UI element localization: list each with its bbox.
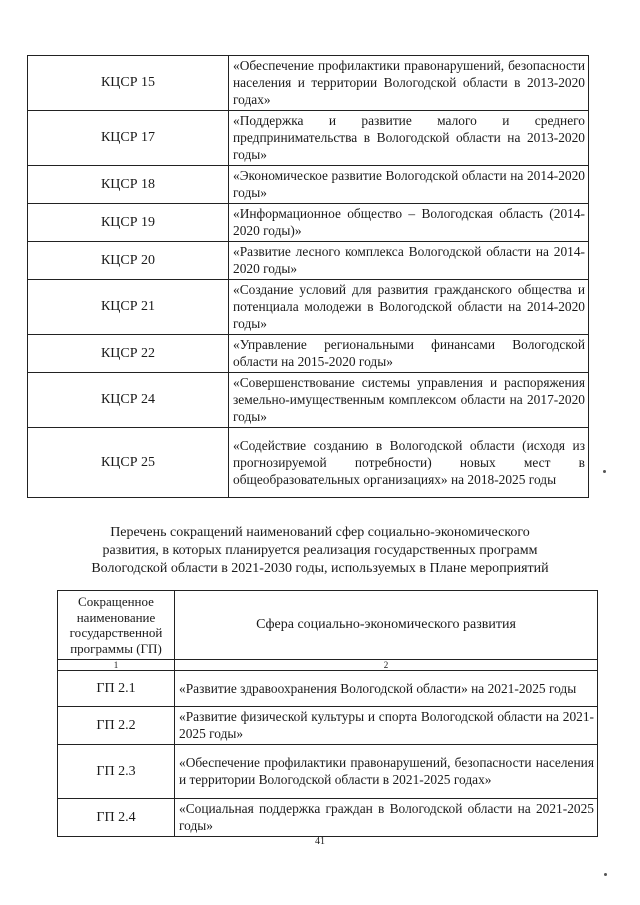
- program-code: КЦСР 17: [28, 111, 229, 166]
- program-description: «Содействие созданию в Вологодской области (исходя из прогнозируемой потребности) новых мест в общеобразовательных организациях» на 2018-2025 годы: [229, 428, 589, 498]
- table-row: [58, 799, 598, 837]
- column-header-sphere: Сфера социально-экономического развития: [175, 591, 598, 660]
- program-code: КЦСР 22: [28, 335, 229, 373]
- column-header-abbreviation: Сокращенное наименование государственной программы (ГП): [58, 591, 175, 660]
- program-description: «Обеспечение профилактики правонарушений, безопасности населения и территории Вологодской области в 2013-2020 годах»: [229, 56, 589, 111]
- program-code: КЦСР 20: [28, 242, 229, 280]
- program-description: «Управление региональными финансами Вологодской области на 2015-2020 годы»: [229, 335, 589, 373]
- heading-line: Перечень сокращений наименований сфер социально-экономического: [110, 525, 530, 540]
- program-description: «Создание условий для развития гражданского общества и потенциала молодежи в Вологодской области на 2014-2020 годы»: [229, 280, 589, 335]
- page-number: 41: [315, 836, 325, 847]
- table-row: [28, 280, 589, 335]
- table-row: [58, 707, 598, 745]
- program-code: КЦСР 19: [28, 204, 229, 242]
- program-code: ГП 2.4: [58, 799, 175, 837]
- program-description: «Развитие лесного комплекса Вологодской области на 2014-2020 годы»: [229, 242, 589, 280]
- table-row: [28, 428, 589, 498]
- heading-line: развития, в которых планируется реализация государственных программ: [102, 543, 538, 558]
- scan-artifact: [604, 873, 607, 876]
- column-number: 1: [58, 660, 175, 671]
- program-code: КЦСР 18: [28, 166, 229, 204]
- table-row: [58, 671, 598, 707]
- program-code: КЦСР 24: [28, 373, 229, 428]
- table-row: [28, 166, 589, 204]
- column-number: 2: [175, 660, 598, 671]
- scan-artifact: [603, 470, 606, 473]
- column-number-row: [58, 660, 598, 671]
- table-row: [28, 335, 589, 373]
- state-programs-table: [57, 590, 598, 837]
- program-code: ГП 2.2: [58, 707, 175, 745]
- table-row: [58, 745, 598, 799]
- program-description: «Совершенствование системы управления и распоряжения земельно-имущественным комплексом области на 2017-2020 годы»: [229, 373, 589, 428]
- program-description: «Экономическое развитие Вологодской области на 2014-2020 годы»: [229, 166, 589, 204]
- heading-line: Вологодской области в 2021-2030 годы, используемых в Плане мероприятий: [91, 561, 549, 576]
- program-description: «Обеспечение профилактики правонарушений, безопасности населения и территории Вологодской области в 2021-2025 годах»: [175, 745, 598, 799]
- program-description: «Развитие здравоохранения Вологодской области» на 2021-2025 годы: [175, 671, 598, 707]
- table-row: [28, 373, 589, 428]
- program-code: КЦСР 21: [28, 280, 229, 335]
- program-description: «Поддержка и развитие малого и среднего предпринимательства в Вологодской области на 2013-2020 годы»: [229, 111, 589, 166]
- table-row: [28, 56, 589, 111]
- program-code: ГП 2.3: [58, 745, 175, 799]
- table-row: [28, 242, 589, 280]
- program-code: КЦСР 25: [28, 428, 229, 498]
- program-code: КЦСР 15: [28, 56, 229, 111]
- program-description: «Социальная поддержка граждан в Вологодской области на 2021-2025 годы»: [175, 799, 598, 837]
- program-code: ГП 2.1: [58, 671, 175, 707]
- program-codes-table: [27, 55, 589, 498]
- table-row: [28, 111, 589, 166]
- table-header-row: [58, 591, 598, 660]
- program-description: «Развитие физической культуры и спорта Вологодской области на 2021-2025 годы»: [175, 707, 598, 745]
- table-row: [28, 204, 589, 242]
- program-description: «Информационное общество – Вологодская область (2014-2020 годы)»: [229, 204, 589, 242]
- section-heading: [60, 524, 580, 578]
